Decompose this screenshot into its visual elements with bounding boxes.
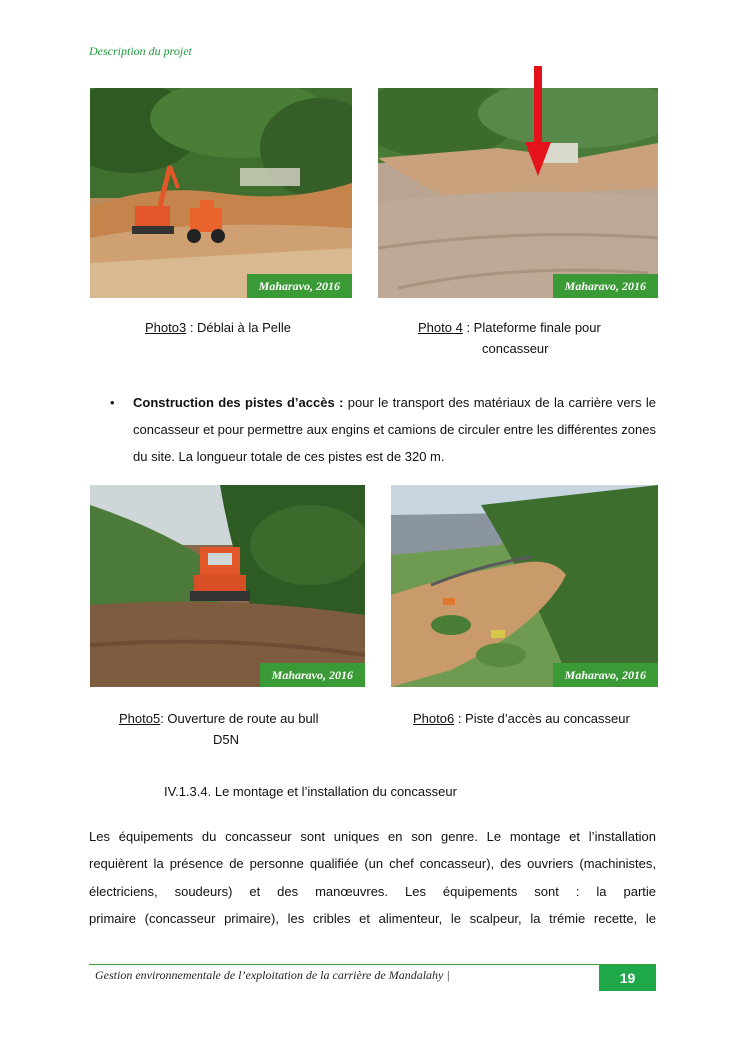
caption-photo-6 [413,708,630,729]
photo-5-bulldozer [90,485,365,687]
photo-6-access-track [391,485,658,687]
running-header: Description du projet [89,44,192,58]
caption-text: : Ouverture de route au bull [160,711,319,726]
caption-ref: Photo 4 [418,320,463,335]
footer-divider [89,964,656,965]
photo-5-image [90,485,365,687]
paragraph-line: électriciens, soudeurs) et des manœuvres. Les équipements sont : la partie [89,883,656,899]
photo-credit: Maharavo, 2016 [553,663,658,687]
caption-ref: Photo5 [119,711,161,726]
body-paragraph [89,823,656,932]
page-number: 19 [599,965,656,991]
photo-3-image [90,88,352,298]
bullet-text [133,389,656,470]
section-heading: IV.1.3.4. Le montage et l’installation du concasseur [164,784,457,799]
caption-line-2: D5N [213,732,240,747]
caption-photo-3 [145,317,291,338]
caption-text: : Plateforme finale pour [462,320,601,335]
photo-credit: Maharavo, 2016 [553,274,658,298]
bullet-bold-lead: Construction des pistes d’accès : [133,395,344,410]
bullet-body: pour le transport des matériaux de la carrière vers le concasseur et pour permettre aux engins et camions de circuler entre les différentes zones du site. La longueur totale de ces pistes est de 320 m. [133,395,656,464]
caption-ref: Photo3 [145,320,187,335]
red-arrow-icon [525,66,551,178]
truck-icon [443,598,455,605]
photo-6-image [391,485,658,687]
photo-credit: Maharavo, 2016 [247,274,352,298]
photo-3-excavation [90,88,352,298]
bullet-item-access-roads [110,389,656,470]
caption-photo-4 [418,317,601,359]
photo-4-image [378,88,658,298]
footer-title: Gestion environnementale de l’exploitation de la carrière de Mandalahy | [95,968,450,982]
caption-ref: Photo6 [413,711,455,726]
bulldozer-icon [491,630,505,638]
bullet-icon: • [110,395,115,410]
photo-4-platform [378,88,658,298]
caption-photo-5 [119,708,318,750]
caption-text: : Déblai à la Pelle [186,320,291,335]
paragraph-line: Les équipements du concasseur sont uniques en son genre. Le montage et l’installation [89,829,656,844]
paragraph-line: primaire (concasseur primaire), les cribles et alimenteur, le scalpeur, la trémie recette, le [89,910,656,926]
caption-line-2: concasseur [482,341,549,356]
caption-text: : Piste d’accès au concasseur [454,711,630,726]
photo-credit: Maharavo, 2016 [260,663,365,687]
paragraph-line: requièrent la présence de personne qualifiée (un chef concasseur), des ouvriers (machinistes, [89,856,656,872]
